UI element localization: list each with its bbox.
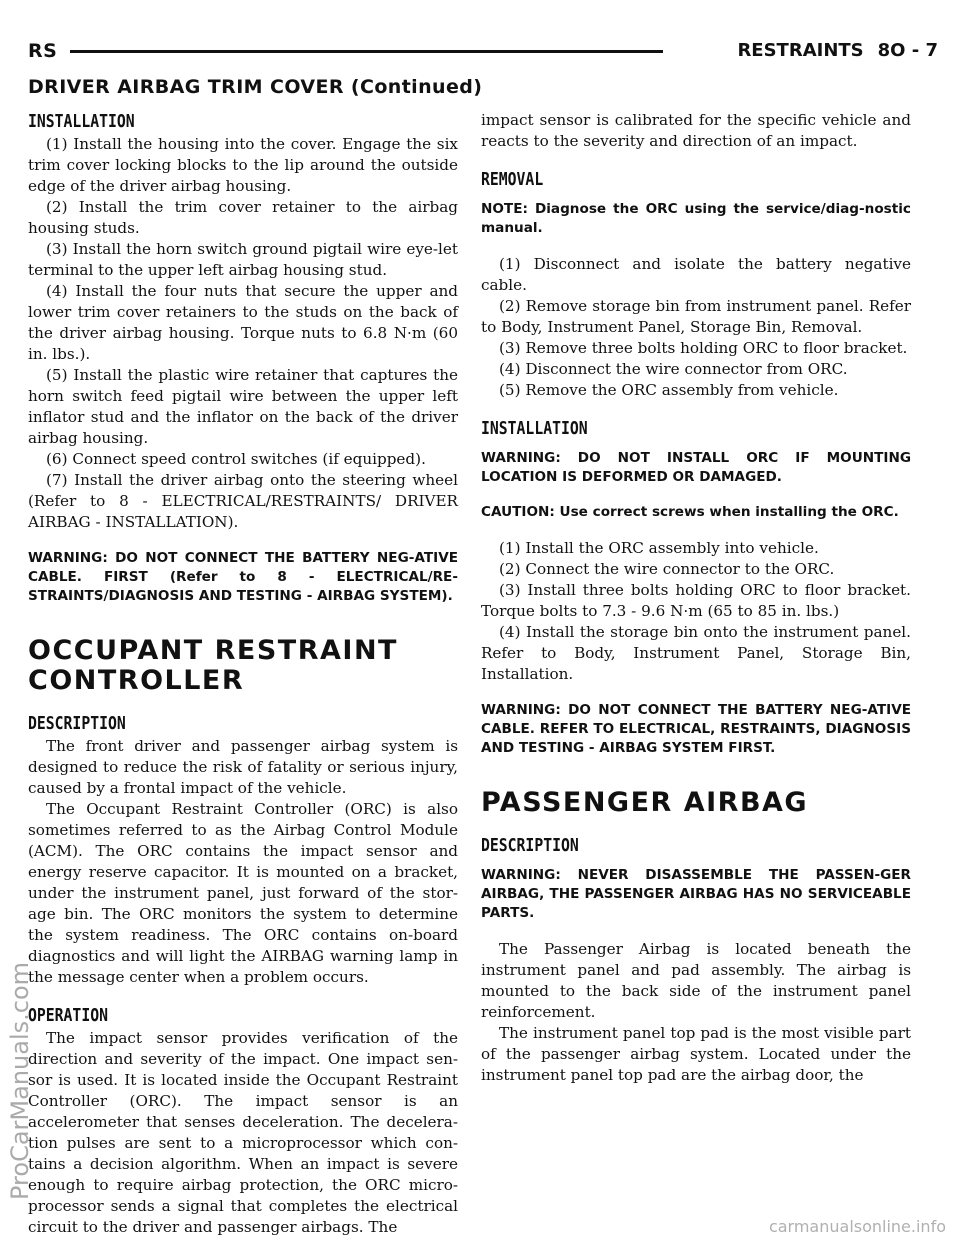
orc-battery-warning: WARNING: DO NOT CONNECT THE BATTERY NEG-ATIVE CABLE. REFER TO ELECTRICAL, RESTRAINTS, DIAGNOSIS AND TESTING - AIRBAG SYSTEM FIRST. xyxy=(481,702,911,756)
passenger-description-heading: DESCRIPTION xyxy=(481,835,579,856)
removal-heading: REMOVAL xyxy=(481,169,544,190)
passenger-airbag-title: PASSENGER AIRBAG xyxy=(481,787,809,818)
orc-install-step-2: (2) Connect the wire connector to the ORC. xyxy=(499,560,835,578)
install-step-2: (2) Install the trim cover retainer to the airbag housing studs. xyxy=(28,198,458,237)
install-step-6: (6) Connect speed control switches (if equipped). xyxy=(46,450,426,468)
removal-step-1: (1) Disconnect and isolate the battery negative cable. xyxy=(481,255,911,294)
mounting-warning: WARNING: DO NOT INSTALL ORC IF MOUNTING LOCATION IS DEFORMED OR DAMAGED. xyxy=(481,450,911,485)
orc-title-line-1: OCCUPANT RESTRAINT xyxy=(28,635,398,666)
footer-watermark-url: carmanualsonline.info xyxy=(768,1217,946,1236)
passenger-description-p2: The instrument panel top pad is the most visible part of the passenger airbag system. Located under the instrument panel top pad are the airbag door, the xyxy=(481,1024,911,1084)
orc-installation-heading: INSTALLATION xyxy=(481,418,588,439)
page-header xyxy=(28,40,938,70)
orc-install-step-4: (4) Install the storage bin onto the instrument panel. Refer to Body, Instrument Panel, Storage Bin, Installation. xyxy=(481,623,911,683)
battery-warning: WARNING: DO NOT CONNECT THE BATTERY NEG-ATIVE CABLE. FIRST (Refer to 8 - ELECTRICAL/RE-STRAINTS/DIAGNOSIS AND TESTING - AIRBAG SYSTEM). xyxy=(28,550,458,604)
removal-step-2: (2) Remove storage bin from instrument panel. Refer to Body, Instrument Panel, Storage Bin, Removal. xyxy=(481,297,911,336)
header-page-number: 8O - 7 xyxy=(877,40,938,61)
orc-install-step-3: (3) Install three bolts holding ORC to floor bracket. Torque bolts to 7.3 - 9.6 N·m (65 to 85 in. lbs.) xyxy=(481,581,911,620)
removal-step-3: (3) Remove three bolts holding ORC to floor bracket. xyxy=(499,339,908,357)
install-step-3: (3) Install the horn switch ground pigtail wire eye-let terminal to the upper left airbag housing stud. xyxy=(28,240,458,279)
side-watermark: ProCarManuals.com xyxy=(6,961,34,1200)
continued-title: DRIVER AIRBAG TRIM COVER (Continued) xyxy=(28,76,483,98)
header-section-page xyxy=(723,40,938,61)
removal-step-5: (5) Remove the ORC assembly from vehicle. xyxy=(499,381,839,399)
left-column xyxy=(28,110,458,1238)
orc-description-p1: The front driver and passenger airbag system is designed to reduce the risk of fatality or serious injury, caused by a frontal impact of the vehicle. xyxy=(28,737,458,797)
screws-caution: CAUTION: Use correct screws when installing the ORC. xyxy=(481,504,899,520)
header-model-code: RS xyxy=(28,40,58,62)
orc-operation-heading: OPERATION xyxy=(28,1005,108,1026)
header-section: RESTRAINTS xyxy=(737,40,864,61)
install-step-7: (7) Install the driver airbag onto the steering wheel (Refer to 8 - ELECTRICAL/RESTRAINTS/ DRIVER AIRBAG - INSTALLATION). xyxy=(28,471,458,531)
orc-operation-continued: impact sensor is calibrated for the specific vehicle and reacts to the severity and direction of an impact. xyxy=(481,111,911,150)
right-column xyxy=(481,110,911,1086)
removal-step-4: (4) Disconnect the wire connector from ORC. xyxy=(499,360,848,378)
orc-title-line-2: CONTROLLER xyxy=(28,665,245,696)
orc-description-heading: DESCRIPTION xyxy=(28,713,126,734)
removal-note: NOTE: Diagnose the ORC using the service/diag-nostic manual. xyxy=(481,201,911,236)
passenger-description-p1: The Passenger Airbag is located beneath the instrument panel and pad assembly. The airbag is mounted to the back side of the instrument panel reinforcement. xyxy=(481,940,911,1021)
install-step-1: (1) Install the housing into the cover. Engage the six trim cover locking blocks to the lip around the outside edge of the driver airbag housing. xyxy=(28,135,458,195)
passenger-warning: WARNING: NEVER DISASSEMBLE THE PASSEN-GER AIRBAG, THE PASSENGER AIRBAG HAS NO SERVICEABLE PARTS. xyxy=(481,867,911,921)
install-step-4: (4) Install the four nuts that secure the upper and lower trim cover retainers to the studs on the back of the driver airbag housing. Torque nuts to 6.8 N·m (60 in. lbs.). xyxy=(28,282,458,363)
orc-operation-p1: The impact sensor provides verification of the direction and severity of the impact. One impact sen-sor is used. It is located inside the Occupant Restraint Controller (ORC). The impact sensor is an accelerometer that senses deceleration. The decelera-tion pulses are sent to a microprocessor which con-tains a decision algorithm. When an impact is severe enough to require airbag protection, the ORC micro-processor sends a signal that completes the electrical circuit to the driver and passenger airbags. The xyxy=(28,1029,458,1236)
installation-heading: INSTALLATION xyxy=(28,111,135,132)
install-step-5: (5) Install the plastic wire retainer that captures the horn switch feed pigtail wire between the upper left inflator stud and the inflator on the back of the driver airbag housing. xyxy=(28,366,458,447)
orc-install-step-1: (1) Install the ORC assembly into vehicle. xyxy=(499,539,819,557)
orc-description-p2: The Occupant Restraint Controller (ORC) is also sometimes referred to as the Airbag Control Module (ACM). The ORC contains the impact sensor and energy reserve capacitor. It is mounted on a bracket, under the instrument panel, just forward of the stor-age bin. The ORC monitors the system to determine the system readiness. The ORC contains on-board diagnostics and will light the AIRBAG warning lamp in the message center when a problem occurs. xyxy=(28,800,458,986)
header-rule xyxy=(70,50,663,53)
